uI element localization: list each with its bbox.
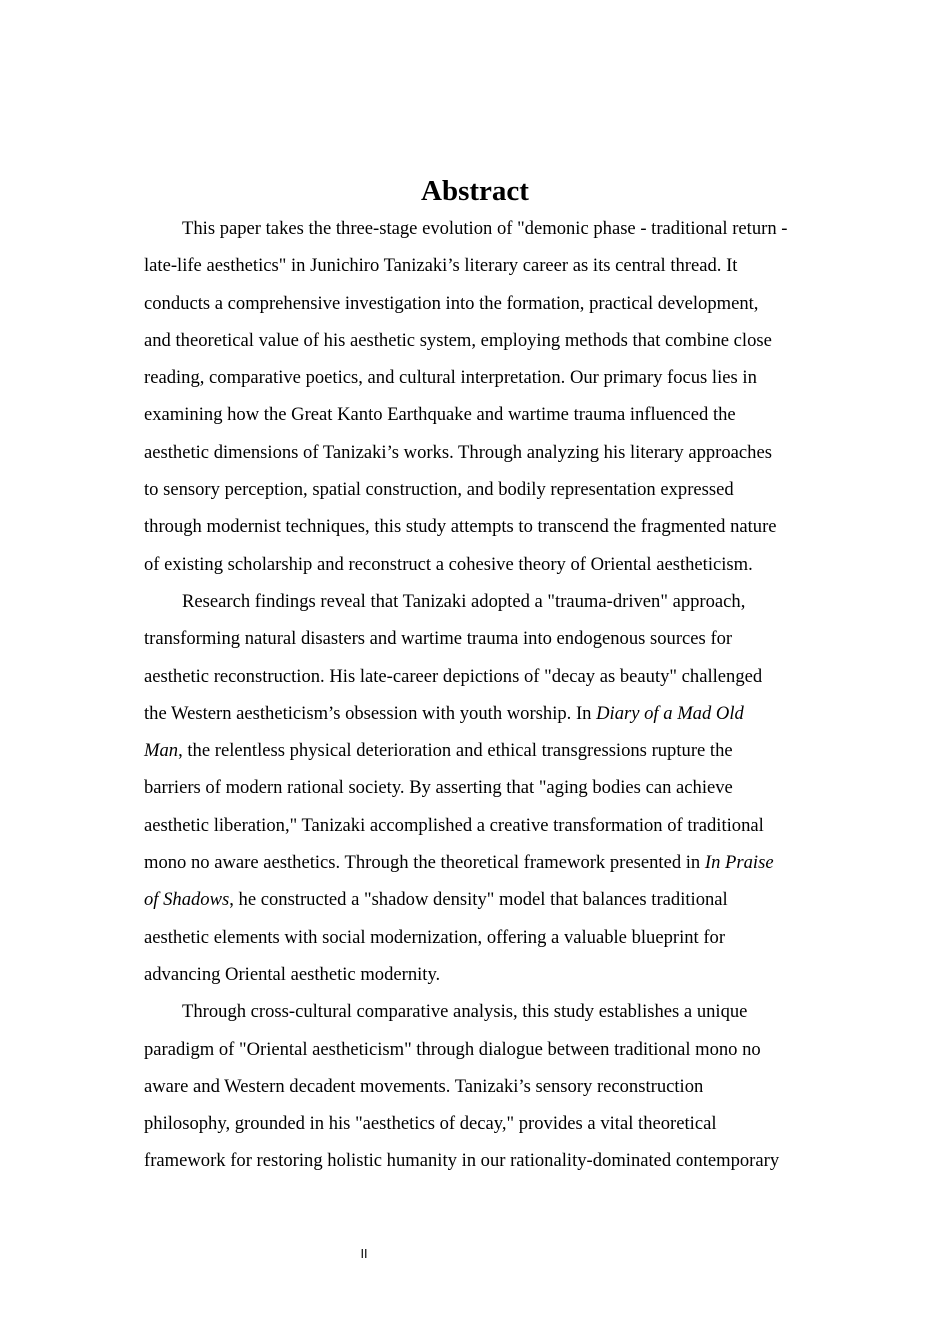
italic-title-text: Diary of a Mad Old <box>596 702 744 724</box>
paragraph-line <box>144 546 808 583</box>
paragraph-line <box>144 210 808 247</box>
text-run: , the relentless physical deterioration and ethical transgressions rupture the <box>178 740 733 762</box>
text-run: transforming natural disasters and wartime trauma into endogenous sources for <box>144 628 733 650</box>
abstract-title: Abstract <box>421 175 529 207</box>
italic-title-text: In Praise <box>704 852 774 874</box>
paragraph-line <box>144 434 808 471</box>
paragraph-line <box>144 695 808 732</box>
paragraph-line <box>144 359 808 396</box>
paragraph-line <box>144 322 808 359</box>
abstract-paragraph <box>144 583 808 993</box>
paragraph-line <box>144 583 808 620</box>
paragraph-line <box>144 881 808 918</box>
page-number: II <box>360 1247 368 1261</box>
paragraph-line <box>144 285 808 322</box>
paragraph-line <box>144 1142 808 1179</box>
text-run: reading, comparative poetics, and cultural interpretation. Our primary focus lies in <box>144 367 757 389</box>
text-run: late-life aesthetics" in Junichiro Tanizaki’s literary career as its central thread. It <box>144 255 738 277</box>
text-run: examining how the Great Kanto Earthquake and wartime trauma influenced the <box>144 404 736 426</box>
text-run: Research findings reveal that Tanizaki adopted a "trauma-driven" approach, <box>182 590 746 612</box>
text-run: , he constructed a "shadow density" model that balances traditional <box>229 889 728 911</box>
paragraph-line <box>144 732 808 769</box>
paragraph-line <box>144 247 808 284</box>
text-run: advancing Oriental aesthetic modernity. <box>144 963 441 985</box>
italic-title-text: Man <box>144 740 179 762</box>
text-run: to sensory perception, spatial construction, and bodily representation expressed <box>144 479 734 501</box>
paragraph-line <box>144 508 808 545</box>
abstract-paragraph <box>144 210 808 583</box>
abstract-body <box>144 210 808 1180</box>
paragraph-line <box>144 807 808 844</box>
text-run: the Western aestheticism’s obsession with youth worship. In <box>144 702 597 724</box>
paragraph-line <box>144 769 808 806</box>
text-run: philosophy, grounded in his "aesthetics of decay," provides a vital theoretical <box>144 1113 717 1135</box>
paragraph-line <box>144 919 808 956</box>
paragraph-line <box>144 993 808 1030</box>
paragraph-line <box>144 956 808 993</box>
paragraph-line <box>144 1031 808 1068</box>
text-run: aesthetic dimensions of Tanizaki’s works. Through analyzing his literary approaches <box>144 441 772 463</box>
text-run: This paper takes the three-stage evolution of "demonic phase - traditional return - <box>182 218 788 239</box>
abstract-paragraph <box>144 993 808 1179</box>
paragraph-line <box>144 620 808 657</box>
text-run: paradigm of "Oriental aestheticism" through dialogue between traditional mono no <box>144 1038 761 1060</box>
paragraph-line <box>144 471 808 508</box>
text-run: aesthetic reconstruction. His late-career depictions of "decay as beauty" challenged <box>144 665 763 687</box>
text-run: aware and Western decadent movements. Tanizaki’s sensory reconstruction <box>144 1075 704 1097</box>
text-run: Through cross-cultural comparative analysis, this study establishes a unique <box>182 1001 748 1023</box>
text-run: aesthetic elements with social modernization, offering a valuable blueprint for <box>144 926 726 948</box>
paragraph-line <box>144 396 808 433</box>
paragraph-line <box>144 1068 808 1105</box>
text-run: mono no aware aesthetics. Through the theoretical framework presented in <box>144 852 705 874</box>
text-run: through modernist techniques, this study attempts to transcend the fragmented nature <box>144 516 777 538</box>
paragraph-line <box>144 844 808 881</box>
italic-title-text: of Shadows <box>144 889 230 911</box>
paragraph-line <box>144 658 808 695</box>
text-run: framework for restoring holistic humanity in our rationality-dominated contemporary <box>144 1150 780 1172</box>
text-run: of existing scholarship and reconstruct a cohesive theory of Oriental aestheticism. <box>144 553 753 575</box>
paragraph-line <box>144 1105 808 1142</box>
text-run: and theoretical value of his aesthetic system, employing methods that combine close <box>144 329 772 351</box>
text-run: aesthetic liberation," Tanizaki accomplished a creative transformation of traditional <box>144 814 764 836</box>
text-run: conducts a comprehensive investigation into the formation, practical development, <box>144 292 759 314</box>
text-run: barriers of modern rational society. By asserting that "aging bodies can achieve <box>144 777 733 799</box>
